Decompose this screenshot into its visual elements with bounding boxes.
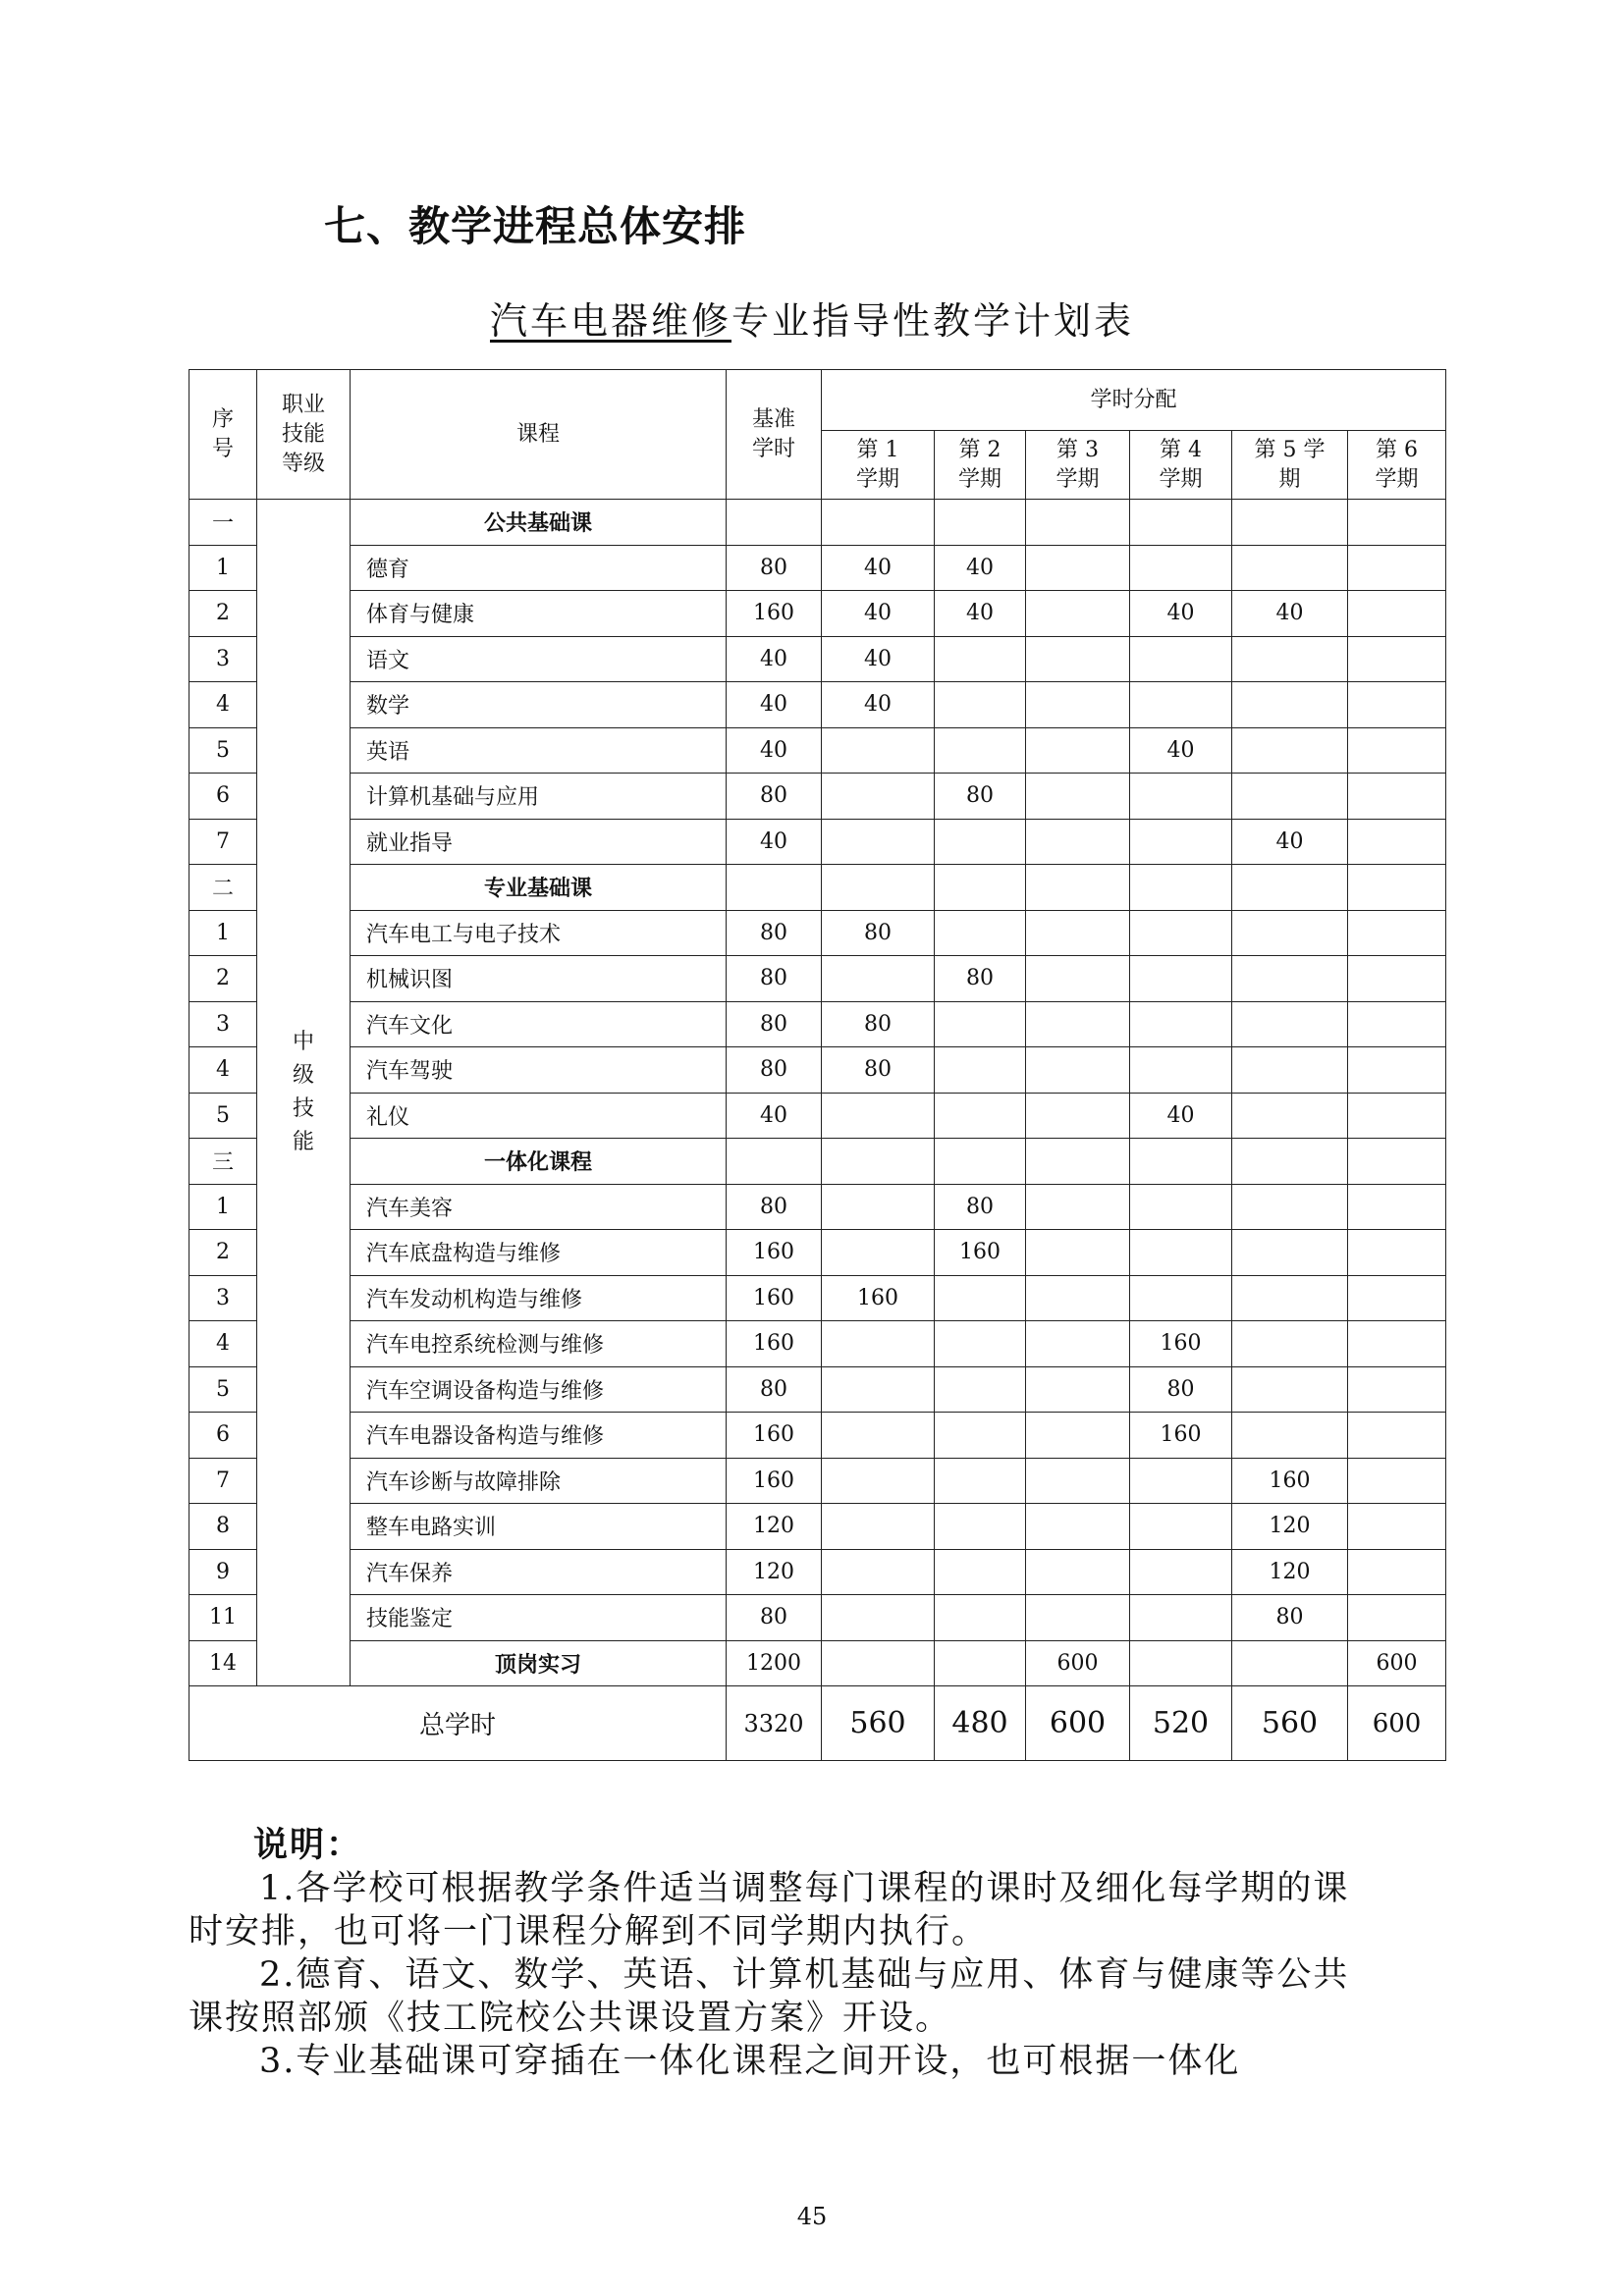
term-hours xyxy=(935,1093,1026,1139)
term-hours: 80 xyxy=(822,1001,935,1047)
table-title xyxy=(0,291,1624,345)
term-hours: 80 xyxy=(1232,1595,1348,1641)
term-hours xyxy=(822,1549,935,1595)
notes-heading: 说明： xyxy=(253,1826,363,1865)
total-hours: 3320 xyxy=(727,1686,822,1761)
table-cell xyxy=(822,865,935,911)
total-term-hours: 600 xyxy=(1026,1686,1130,1761)
term-hours xyxy=(1232,682,1348,728)
course-hours: 80 xyxy=(727,1001,822,1047)
term-hours xyxy=(1348,1413,1446,1459)
header-level: 职业技能等级 xyxy=(257,370,351,500)
table-cell xyxy=(822,500,935,546)
term-hours xyxy=(1026,1504,1130,1550)
term-hours xyxy=(935,636,1026,682)
table-title-major: 汽车电器维修 xyxy=(489,299,731,343)
term-hours xyxy=(822,1413,935,1459)
course-hours: 120 xyxy=(727,1549,822,1595)
term-hours xyxy=(1348,1093,1446,1139)
total-term-hours: 480 xyxy=(935,1686,1026,1761)
course-hours: 160 xyxy=(727,1321,822,1367)
course-name: 汽车驾驶 xyxy=(351,1047,727,1094)
term-hours xyxy=(935,1275,1026,1321)
term-hours xyxy=(1130,1640,1232,1686)
term-hours xyxy=(1130,1047,1232,1094)
term-hours xyxy=(1130,910,1232,956)
table-row xyxy=(189,1321,1446,1367)
section-number: 二 xyxy=(189,865,257,911)
course-hours: 160 xyxy=(727,1413,822,1459)
table-row xyxy=(189,545,1446,591)
term-hours xyxy=(1348,682,1446,728)
row-number: 5 xyxy=(189,1366,257,1413)
row-number: 6 xyxy=(189,1413,257,1459)
header-distribution: 学时分配 xyxy=(822,370,1446,431)
skill-level xyxy=(257,500,351,1686)
term-hours xyxy=(1348,1001,1446,1047)
total-term-hours: 600 xyxy=(1348,1686,1446,1761)
term-hours: 80 xyxy=(1130,1366,1232,1413)
term-hours: 160 xyxy=(1232,1458,1348,1504)
term-hours xyxy=(1130,682,1232,728)
term-hours xyxy=(1026,1047,1130,1094)
term-hours xyxy=(935,1047,1026,1094)
course-hours: 40 xyxy=(727,819,822,865)
term-hours xyxy=(935,910,1026,956)
term-hours xyxy=(822,1230,935,1276)
note-item: 2.德育、语文、数学、英语、计算机基础与应用、体育与健康等公共课按照部颁《技工院校公共课设置方案》开设。 xyxy=(189,1955,1350,2038)
row-number: 14 xyxy=(189,1640,257,1686)
course-name: 汽车电器设备构造与维修 xyxy=(351,1413,727,1459)
table-row xyxy=(189,682,1446,728)
term-hours xyxy=(1130,1001,1232,1047)
term-hours: 40 xyxy=(822,591,935,637)
term-hours: 160 xyxy=(935,1230,1026,1276)
table-cell xyxy=(1026,865,1130,911)
term-hours xyxy=(1026,1184,1130,1230)
term-hours xyxy=(935,1504,1026,1550)
course-name: 汽车发动机构造与维修 xyxy=(351,1275,727,1321)
row-number: 6 xyxy=(189,774,257,820)
row-number: 11 xyxy=(189,1595,257,1641)
term-hours xyxy=(1026,1321,1130,1367)
term-hours xyxy=(1348,1595,1446,1641)
term-hours xyxy=(1348,1321,1446,1367)
section-row xyxy=(189,500,1446,546)
term-hours: 40 xyxy=(1232,819,1348,865)
table-row xyxy=(189,1184,1446,1230)
term-hours xyxy=(1232,1001,1348,1047)
table-cell xyxy=(935,500,1026,546)
term-hours xyxy=(1130,819,1232,865)
row-number: 7 xyxy=(189,1458,257,1504)
section-title: 公共基础课 xyxy=(351,500,727,546)
table-cell xyxy=(727,500,822,546)
term-hours: 40 xyxy=(935,591,1026,637)
table-cell xyxy=(1232,1139,1348,1185)
row-number: 2 xyxy=(189,591,257,637)
term-hours: 120 xyxy=(1232,1504,1348,1550)
row-number: 2 xyxy=(189,1230,257,1276)
total-term-hours: 520 xyxy=(1130,1686,1232,1761)
course-name: 数学 xyxy=(351,682,727,728)
row-number: 8 xyxy=(189,1504,257,1550)
term-hours: 80 xyxy=(822,1047,935,1094)
term-hours: 40 xyxy=(935,545,1026,591)
header-term: 第 4 学期 xyxy=(1130,431,1232,500)
table-row xyxy=(189,1595,1446,1641)
term-hours xyxy=(1348,1504,1446,1550)
course-hours: 40 xyxy=(727,1093,822,1139)
term-hours: 600 xyxy=(1348,1640,1446,1686)
course-hours: 80 xyxy=(727,774,822,820)
course-name: 计算机基础与应用 xyxy=(351,774,727,820)
course-hours: 40 xyxy=(727,636,822,682)
course-name: 机械识图 xyxy=(351,956,727,1002)
row-number: 1 xyxy=(189,545,257,591)
term-hours xyxy=(1026,1230,1130,1276)
term-hours xyxy=(1348,1047,1446,1094)
term-hours: 40 xyxy=(1130,591,1232,637)
term-hours xyxy=(1026,1275,1130,1321)
course-name: 礼仪 xyxy=(351,1093,727,1139)
header-hours: 基准学时 xyxy=(727,370,822,500)
term-hours xyxy=(1348,727,1446,774)
course-name: 英语 xyxy=(351,727,727,774)
term-hours xyxy=(1232,727,1348,774)
table-row xyxy=(189,1504,1446,1550)
term-hours xyxy=(1348,591,1446,637)
term-hours xyxy=(1232,774,1348,820)
term-hours xyxy=(1026,636,1130,682)
table-cell xyxy=(1232,865,1348,911)
term-hours xyxy=(1026,774,1130,820)
table-cell xyxy=(1026,500,1130,546)
term-hours xyxy=(935,1366,1026,1413)
term-hours xyxy=(1348,1230,1446,1276)
teaching-plan-table xyxy=(189,369,1446,1761)
course-name: 汽车空调设备构造与维修 xyxy=(351,1366,727,1413)
term-hours xyxy=(1130,956,1232,1002)
term-hours xyxy=(935,1413,1026,1459)
row-number: 4 xyxy=(189,1047,257,1094)
term-hours xyxy=(1232,1413,1348,1459)
term-hours xyxy=(1232,1640,1348,1686)
term-hours xyxy=(1026,1595,1130,1641)
table-row xyxy=(189,1366,1446,1413)
term-hours xyxy=(935,727,1026,774)
term-hours xyxy=(1130,1184,1232,1230)
term-hours xyxy=(935,1458,1026,1504)
course-name: 顶岗实习 xyxy=(351,1640,727,1686)
course-hours: 80 xyxy=(727,1366,822,1413)
section-row xyxy=(189,1139,1446,1185)
term-hours xyxy=(935,819,1026,865)
term-hours xyxy=(935,1001,1026,1047)
row-number: 9 xyxy=(189,1549,257,1595)
term-hours xyxy=(1348,636,1446,682)
table-row xyxy=(189,636,1446,682)
course-name: 汽车美容 xyxy=(351,1184,727,1230)
term-hours xyxy=(822,1595,935,1641)
term-hours xyxy=(822,1184,935,1230)
term-hours: 40 xyxy=(822,636,935,682)
term-hours xyxy=(935,1595,1026,1641)
skill-level-text: 中级技能 xyxy=(293,1030,315,1154)
table-row xyxy=(189,1549,1446,1595)
term-hours xyxy=(1130,774,1232,820)
row-number: 4 xyxy=(189,1321,257,1367)
course-hours: 80 xyxy=(727,1047,822,1094)
course-hours: 1200 xyxy=(727,1640,822,1686)
term-hours xyxy=(822,1321,935,1367)
course-name: 技能鉴定 xyxy=(351,1595,727,1641)
term-hours: 160 xyxy=(1130,1321,1232,1367)
table-title-rest: 专业指导性教学计划表 xyxy=(731,299,1135,343)
term-hours xyxy=(1026,591,1130,637)
table-cell xyxy=(1026,1139,1130,1185)
header-term: 第 1 学期 xyxy=(822,431,935,500)
section-title: 专业基础课 xyxy=(351,865,727,911)
term-hours xyxy=(822,1640,935,1686)
course-name: 汽车保养 xyxy=(351,1549,727,1595)
term-hours xyxy=(935,682,1026,728)
course-name: 整车电路实训 xyxy=(351,1504,727,1550)
term-hours xyxy=(1130,1458,1232,1504)
term-hours xyxy=(822,1458,935,1504)
section-row xyxy=(189,865,1446,911)
term-hours xyxy=(1026,682,1130,728)
header-term: 第 3 学期 xyxy=(1026,431,1130,500)
course-name: 德育 xyxy=(351,545,727,591)
section-number: 一 xyxy=(189,500,257,546)
course-hours: 160 xyxy=(727,1458,822,1504)
table-row xyxy=(189,1458,1446,1504)
term-hours xyxy=(822,1366,935,1413)
section-number: 三 xyxy=(189,1139,257,1185)
term-hours: 40 xyxy=(1232,591,1348,637)
table-cell xyxy=(1232,500,1348,546)
row-number: 1 xyxy=(189,910,257,956)
term-hours xyxy=(1232,1366,1348,1413)
term-hours: 40 xyxy=(822,545,935,591)
header-term: 第 2 学期 xyxy=(935,431,1026,500)
table-cell xyxy=(935,1139,1026,1185)
course-hours: 160 xyxy=(727,591,822,637)
header-course: 课程 xyxy=(351,370,727,500)
table-row xyxy=(189,819,1446,865)
table-cell xyxy=(822,1139,935,1185)
term-hours xyxy=(1232,545,1348,591)
course-hours: 80 xyxy=(727,1595,822,1641)
table-cell xyxy=(1130,1139,1232,1185)
table-row xyxy=(189,1001,1446,1047)
table-cell xyxy=(727,1139,822,1185)
term-hours xyxy=(1026,727,1130,774)
term-hours xyxy=(1348,1458,1446,1504)
course-name: 汽车电工与电子技术 xyxy=(351,910,727,956)
table-cell xyxy=(1348,865,1446,911)
term-hours xyxy=(1232,1184,1348,1230)
course-hours: 80 xyxy=(727,545,822,591)
course-name: 汽车电控系统检测与维修 xyxy=(351,1321,727,1367)
table-cell xyxy=(727,865,822,911)
course-hours: 80 xyxy=(727,1184,822,1230)
course-name: 汽车诊断与故障排除 xyxy=(351,1458,727,1504)
table-row xyxy=(189,910,1446,956)
note-item: 1.各学校可根据教学条件适当调整每门课程的课时及细化每学期的课时安排，也可将一门课程分解到不同学期内执行。 xyxy=(189,1869,1350,1951)
term-hours xyxy=(935,1549,1026,1595)
term-hours xyxy=(1026,1549,1130,1595)
term-hours: 160 xyxy=(822,1275,935,1321)
term-hours xyxy=(1026,545,1130,591)
internship-row xyxy=(189,1640,1446,1686)
term-hours: 80 xyxy=(935,1184,1026,1230)
term-hours xyxy=(1026,1366,1130,1413)
term-hours xyxy=(1232,1275,1348,1321)
course-hours: 160 xyxy=(727,1275,822,1321)
course-hours: 80 xyxy=(727,910,822,956)
total-row xyxy=(189,1686,1446,1761)
term-hours xyxy=(822,956,935,1002)
table-row xyxy=(189,1093,1446,1139)
term-hours: 40 xyxy=(822,682,935,728)
table-cell xyxy=(1348,1139,1446,1185)
course-hours: 40 xyxy=(727,727,822,774)
term-hours xyxy=(822,819,935,865)
term-hours xyxy=(1232,1047,1348,1094)
term-hours: 80 xyxy=(822,910,935,956)
term-hours xyxy=(1348,910,1446,956)
table-row xyxy=(189,591,1446,637)
table-row xyxy=(189,956,1446,1002)
term-hours xyxy=(1026,956,1130,1002)
course-name: 汽车底盘构造与维修 xyxy=(351,1230,727,1276)
term-hours xyxy=(1130,545,1232,591)
term-hours xyxy=(822,1093,935,1139)
term-hours xyxy=(1348,819,1446,865)
term-hours xyxy=(1348,1184,1446,1230)
course-name: 就业指导 xyxy=(351,819,727,865)
term-hours xyxy=(1348,1275,1446,1321)
row-number: 3 xyxy=(189,1275,257,1321)
row-number: 1 xyxy=(189,1184,257,1230)
term-hours xyxy=(1026,1001,1130,1047)
header-seq: 序号 xyxy=(189,370,257,500)
table-cell xyxy=(1130,865,1232,911)
total-term-hours: 560 xyxy=(822,1686,935,1761)
note-item: 3.专业基础课可穿插在一体化课程之间开设，也可根据一体化 xyxy=(259,2042,1241,2081)
course-hours: 160 xyxy=(727,1230,822,1276)
table-cell xyxy=(1130,500,1232,546)
row-number: 3 xyxy=(189,1001,257,1047)
course-hours: 80 xyxy=(727,956,822,1002)
course-name: 汽车文化 xyxy=(351,1001,727,1047)
row-number: 5 xyxy=(189,1093,257,1139)
term-hours xyxy=(822,1504,935,1550)
term-hours xyxy=(1348,774,1446,820)
term-hours xyxy=(822,727,935,774)
term-hours xyxy=(1026,819,1130,865)
header-term: 第 5 学期 xyxy=(1232,431,1348,500)
row-number: 7 xyxy=(189,819,257,865)
term-hours xyxy=(1348,1366,1446,1413)
term-hours: 600 xyxy=(1026,1640,1130,1686)
term-hours: 40 xyxy=(1130,727,1232,774)
term-hours xyxy=(1232,1321,1348,1367)
total-label: 总学时 xyxy=(189,1686,727,1761)
table-row xyxy=(189,1047,1446,1094)
notes xyxy=(189,1824,1373,2083)
row-number: 4 xyxy=(189,682,257,728)
table-row xyxy=(189,1413,1446,1459)
term-hours xyxy=(1026,1413,1130,1459)
term-hours xyxy=(822,774,935,820)
course-hours: 40 xyxy=(727,682,822,728)
term-hours xyxy=(1348,1549,1446,1595)
header-term: 第 6 学期 xyxy=(1348,431,1446,500)
term-hours xyxy=(1026,1458,1130,1504)
course-name: 语文 xyxy=(351,636,727,682)
term-hours xyxy=(1348,545,1446,591)
term-hours xyxy=(1348,956,1446,1002)
term-hours xyxy=(1232,1093,1348,1139)
table-row xyxy=(189,774,1446,820)
table-cell xyxy=(935,865,1026,911)
term-hours xyxy=(935,1321,1026,1367)
term-hours xyxy=(1026,910,1130,956)
term-hours: 160 xyxy=(1130,1413,1232,1459)
term-hours: 40 xyxy=(1130,1093,1232,1139)
term-hours: 80 xyxy=(935,956,1026,1002)
table-row xyxy=(189,1275,1446,1321)
section-title: 一体化课程 xyxy=(351,1139,727,1185)
term-hours xyxy=(935,1640,1026,1686)
term-hours xyxy=(1130,1275,1232,1321)
term-hours xyxy=(1130,1230,1232,1276)
table-row xyxy=(189,727,1446,774)
course-name: 体育与健康 xyxy=(351,591,727,637)
term-hours: 80 xyxy=(935,774,1026,820)
row-number: 3 xyxy=(189,636,257,682)
term-hours xyxy=(1130,636,1232,682)
row-number: 5 xyxy=(189,727,257,774)
table-header-row xyxy=(189,370,1446,431)
page-number: 45 xyxy=(796,2203,828,2230)
term-hours xyxy=(1130,1549,1232,1595)
course-hours: 120 xyxy=(727,1504,822,1550)
term-hours xyxy=(1130,1595,1232,1641)
term-hours: 120 xyxy=(1232,1549,1348,1595)
row-number: 2 xyxy=(189,956,257,1002)
term-hours xyxy=(1130,1504,1232,1550)
term-hours xyxy=(1232,956,1348,1002)
table-row xyxy=(189,1230,1446,1276)
term-hours xyxy=(1026,1093,1130,1139)
total-term-hours: 560 xyxy=(1232,1686,1348,1761)
table-cell xyxy=(1348,500,1446,546)
term-hours xyxy=(1232,636,1348,682)
term-hours xyxy=(1232,910,1348,956)
section-heading: 七、教学进程总体安排 xyxy=(324,202,747,250)
term-hours xyxy=(1232,1230,1348,1276)
